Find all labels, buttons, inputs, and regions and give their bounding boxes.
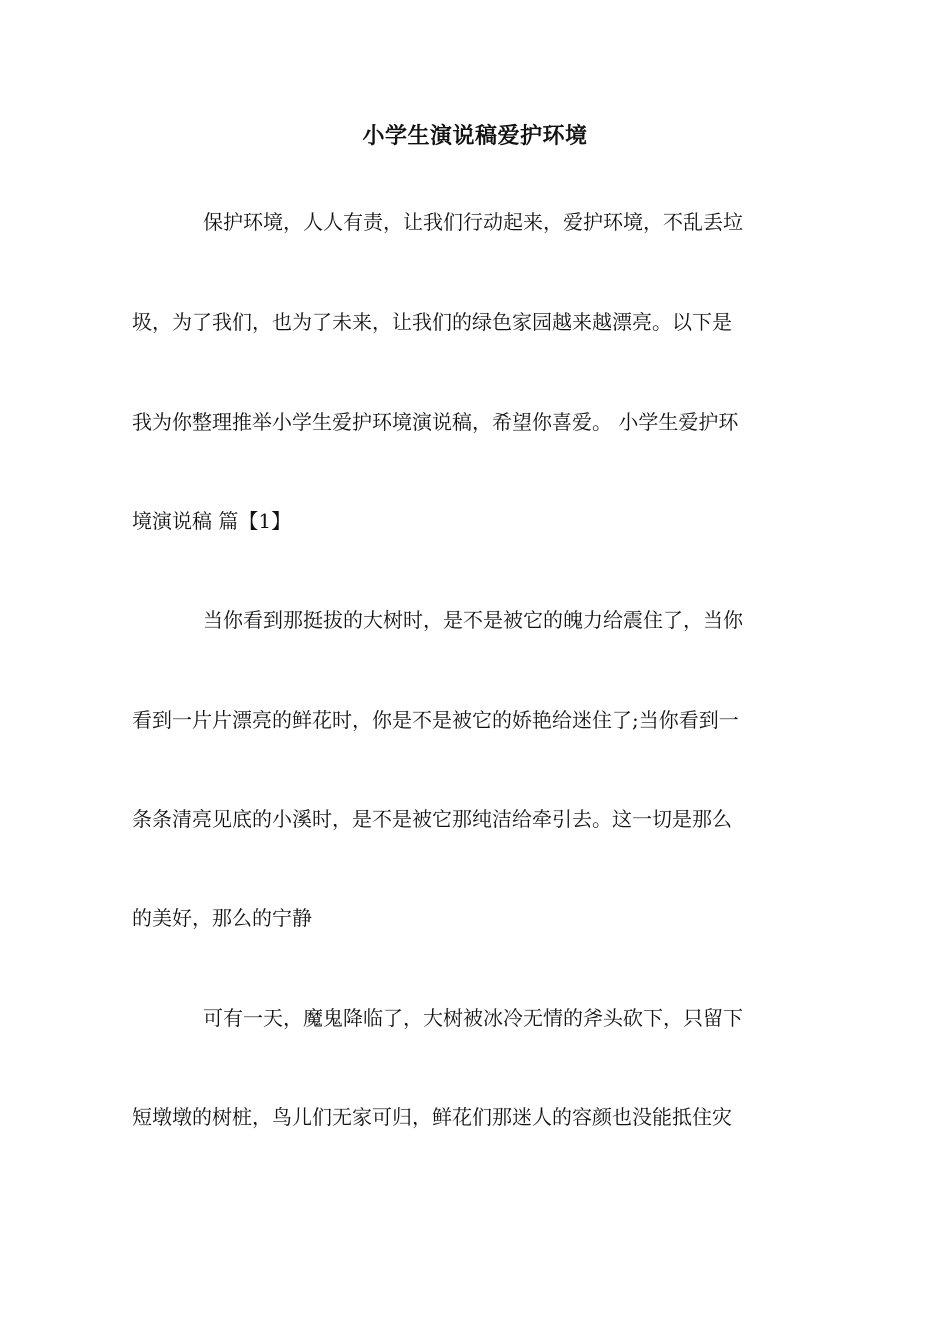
paragraph-line: 条条清亮见底的小溪时，是不是被它那纯洁给牵引去。这一切是那么	[132, 807, 732, 831]
paragraph-line: 可有一天，魔鬼降临了，大树被冰冷无情的斧头砍下，只留下	[203, 1006, 743, 1030]
paragraph-line: 我为你整理推举小学生爱护环境演说稿，希望你喜爱。 小学生爱护环	[132, 410, 739, 434]
document-title: 小学生演说稿爱护环境	[362, 124, 588, 149]
paragraph-line: 保护环境，人人有责，让我们行动起来，爱护环境，不乱丢垃	[203, 210, 743, 234]
paragraph-line: 当你看到那挺拔的大树时，是不是被它的魄力给震住了，当你	[203, 608, 743, 632]
paragraph-line: 圾，为了我们，也为了未来，让我们的绿色家园越来越漂亮。以下是	[132, 310, 732, 334]
paragraph-line: 短墩墩的树桩，鸟儿们无家可归，鲜花们那迷人的容颜也没能抵住灾	[132, 1105, 732, 1129]
paragraph-line: 的美好，那么的宁静	[132, 906, 312, 930]
section-heading-line: 境演说稿 篇【1】	[132, 509, 292, 533]
paragraph-line: 看到一片片漂亮的鲜花时，你是不是被它的娇艳给迷住了;当你看到一	[132, 708, 739, 732]
